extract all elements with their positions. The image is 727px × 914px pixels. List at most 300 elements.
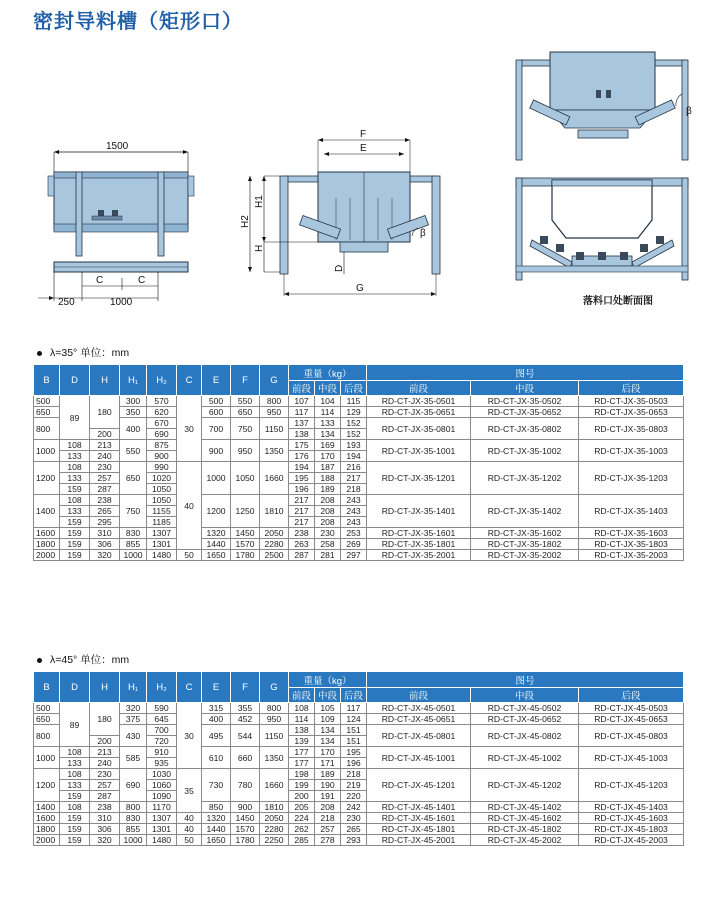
table-cell: 133 [60,780,90,791]
table-cell: RD-CT-JX-45-1803 [579,824,684,835]
table-row [34,462,684,473]
table-cell: RD-CT-JX-45-1603 [579,813,684,824]
table-cell: 1020 [147,473,177,484]
col-header-h1: H₁ [120,672,147,703]
table-cell: 1350 [260,747,289,769]
table-cell: 133 [315,418,341,429]
dim-c-left: C [96,275,104,286]
table-cell: 1000 [34,747,60,769]
table-cell: RD-CT-JX-35-1201 [367,462,471,495]
table-cell: RD-CT-JX-45-2002 [471,835,579,846]
table-cell: 1250 [231,495,260,528]
table-cell: 134 [315,429,341,440]
table-cell: 200 [90,736,120,747]
table-cell: 159 [60,835,90,846]
table-cell: 287 [289,550,315,561]
table-row [34,835,684,846]
table-cell: 258 [315,539,341,550]
table-cell: 133 [60,758,90,769]
table-cell: 240 [90,758,120,769]
table-cell: 585 [120,747,147,769]
table-cell: 1440 [202,824,231,835]
table-cell: 620 [147,407,177,418]
table-cell: 195 [289,473,315,484]
table-cell: 2500 [260,550,289,561]
table-cell: 500 [34,703,60,714]
table-cell: RD-CT-JX-45-1202 [471,769,579,802]
table-cell: 187 [315,462,341,473]
table-cell: 1350 [260,440,289,462]
table-cell: 650 [34,714,60,725]
table-cell: 133 [60,451,90,462]
table-cell: 1000 [120,550,147,561]
table-cell: 1650 [202,835,231,846]
table-cell: 1320 [202,813,231,824]
table-cell: 208 [315,495,341,506]
section-label-35: λ=35° 单位：mm [50,347,130,359]
table-cell: 850 [202,802,231,813]
table-cell: 262 [289,824,315,835]
table-cell: 133 [60,506,90,517]
spec-table-45 [33,671,684,846]
table-cell: 230 [90,769,120,780]
table-cell: 1780 [231,835,260,846]
table-cell: RD-CT-JX-35-0501 [367,396,471,407]
table-cell: RD-CT-JX-45-1802 [471,824,579,835]
table-cell: 1450 [231,528,260,539]
table-cell: 243 [341,517,367,528]
table-row [34,495,684,506]
table-row [34,407,684,418]
table-cell: RD-CT-JX-35-0502 [471,396,579,407]
table-cell: 800 [120,802,147,813]
table-row [34,725,684,736]
table-cell: 1660 [260,769,289,802]
table-cell: 159 [60,550,90,561]
table-cell: 115 [341,396,367,407]
table-cell: 355 [231,703,260,714]
col-header-c: C [177,672,202,703]
label-h1: H1 [254,195,265,208]
right-top-drawing [510,50,700,170]
table-cell: 306 [90,824,120,835]
table-cell: 900 [147,451,177,462]
spec-table-35 [33,364,684,561]
col-header-g: G [260,365,289,396]
table-cell: 430 [120,725,147,747]
table-cell: RD-CT-JX-35-0801 [367,418,471,440]
table-cell: 300 [120,396,147,407]
table-cell: 950 [231,440,260,462]
table-cell: 690 [120,769,147,802]
table-cell: 1320 [202,528,231,539]
table-cell: 263 [289,539,315,550]
table-cell: RD-CT-JX-45-0503 [579,703,684,714]
table-cell: 114 [315,407,341,418]
table-cell: 800 [260,703,289,714]
table-cell: 1185 [147,517,177,528]
table-cell: 1050 [147,495,177,506]
table-cell: 265 [90,506,120,517]
table-cell: 1570 [231,539,260,550]
table-cell: RD-CT-JX-45-1201 [367,769,471,802]
table-cell: RD-CT-JX-35-0651 [367,407,471,418]
table-cell: 1307 [147,813,177,824]
col-header-b: B [34,672,60,703]
table-cell: RD-CT-JX-35-2001 [367,550,471,561]
table-cell: 108 [60,495,90,506]
table-cell: 109 [315,714,341,725]
table-cell: 320 [120,703,147,714]
table-cell: 257 [90,780,120,791]
section-label-45: λ=45° 单位：mm [50,654,130,666]
table-cell: 295 [90,517,120,528]
table-cell: 650 [231,407,260,418]
label-g: G [356,283,364,294]
table-cell: 830 [120,813,147,824]
col-header-drawing-middle: 中段 [471,381,579,396]
table-cell: 1660 [260,462,289,495]
table-cell: 1000 [34,440,60,462]
table-cell: 117 [289,407,315,418]
table-cell: 550 [231,396,260,407]
table-cell: 213 [90,440,120,451]
table-cell: 500 [202,396,231,407]
table-cell: 600 [202,407,231,418]
table-cell: 243 [341,506,367,517]
table-cell: RD-CT-JX-45-1203 [579,769,684,802]
table-cell: 195 [341,747,367,758]
col-header-h: H [90,365,120,396]
table-cell: 200 [90,429,120,440]
table-cell: RD-CT-JX-35-1603 [579,528,684,539]
table-cell: 230 [341,813,367,824]
table-cell: 287 [90,484,120,495]
table-cell: 1000 [202,462,231,495]
table-cell: 1570 [231,824,260,835]
table-row [34,824,684,835]
table-cell: 1155 [147,506,177,517]
table-cell: 830 [120,528,147,539]
table-cell: 1450 [231,813,260,824]
table-cell: RD-CT-JX-45-0502 [471,703,579,714]
table-cell: 159 [60,528,90,539]
table-cell: RD-CT-JX-35-1403 [579,495,684,528]
table-row [34,714,684,725]
table-cell: 180 [90,703,120,736]
col-header-drawing-middle: 中段 [471,688,579,703]
col-header-weight-front: 前段 [289,688,315,703]
col-header-d: D [60,672,90,703]
table-cell: 855 [120,824,147,835]
table-cell: 610 [202,747,231,769]
table-cell: RD-CT-JX-35-0653 [579,407,684,418]
table-cell: 2280 [260,824,289,835]
col-header-h2: H₂ [147,672,177,703]
table-cell: 670 [147,418,177,429]
table-cell: 750 [120,495,147,528]
table-cell: 1150 [260,418,289,440]
table-cell: 220 [341,791,367,802]
table-cell: 114 [289,714,315,725]
table-cell: 224 [289,813,315,824]
table-cell: 2000 [34,835,60,846]
table-cell: 1200 [34,769,60,802]
table-cell: 238 [289,528,315,539]
table-cell: RD-CT-JX-35-1002 [471,440,579,462]
page-title: 密封导料槽（矩形口） [33,11,243,33]
table-cell: 257 [90,473,120,484]
table-cell: 800 [34,418,60,440]
table-cell: 650 [120,462,147,495]
table-cell: RD-CT-JX-45-0801 [367,725,471,747]
table-cell: 35 [177,769,202,813]
table-cell: 159 [60,791,90,802]
table-cell: 108 [60,769,90,780]
bullet-dot-icon [37,658,42,663]
table-cell: RD-CT-JX-35-1803 [579,539,684,550]
table-cell: 50 [177,550,202,561]
dim-1500: 1500 [106,141,129,152]
table-cell: 176 [289,451,315,462]
table-cell: 1200 [202,495,231,528]
table-cell: 196 [341,758,367,769]
table-row [34,769,684,780]
col-header-drawing-no: 图号 [367,672,684,688]
col-header-drawing-front: 前段 [367,381,471,396]
table-cell: 1170 [147,802,177,813]
table-cell: RD-CT-JX-45-0802 [471,725,579,747]
table-cell: 285 [289,835,315,846]
table-cell: 257 [315,824,341,835]
table-cell: 218 [341,769,367,780]
table-cell: RD-CT-JX-45-1801 [367,824,471,835]
section-head-35 [37,345,129,360]
table-cell: 218 [341,484,367,495]
table-cell: 2250 [260,835,289,846]
table-cell: 213 [90,747,120,758]
table-cell: 159 [60,813,90,824]
table-cell: 1301 [147,824,177,835]
col-header-weight-rear: 后段 [341,381,367,396]
table-cell: RD-CT-JX-45-1003 [579,747,684,769]
col-header-h2: H₂ [147,365,177,396]
table-cell: 152 [341,418,367,429]
table-cell: 108 [60,462,90,473]
table-cell: 780 [231,769,260,802]
col-header-drawing-front: 前段 [367,688,471,703]
table-cell: 265 [341,824,367,835]
table-cell: 1780 [231,550,260,561]
table-cell: 230 [90,462,120,473]
table-cell: 1480 [147,550,177,561]
label-f: F [360,129,367,140]
col-header-drawing-rear: 后段 [579,688,684,703]
table-cell: RD-CT-JX-35-0803 [579,418,684,440]
table-cell: 293 [341,835,367,846]
table-cell: 134 [315,725,341,736]
table-cell: RD-CT-JX-35-1802 [471,539,579,550]
table-cell: 910 [147,747,177,758]
table-cell: 875 [147,440,177,451]
table-cell: 1200 [34,462,60,495]
table-cell: 169 [315,440,341,451]
table-cell: 108 [60,747,90,758]
table-cell: 1307 [147,528,177,539]
table-cell: RD-CT-JX-35-0503 [579,396,684,407]
label-h2: H2 [240,215,251,228]
table-cell: 690 [147,429,177,440]
table-cell: RD-CT-JX-35-1601 [367,528,471,539]
table-cell: 217 [289,506,315,517]
table-cell: 2050 [260,528,289,539]
col-header-g: G [260,672,289,703]
table-row [34,813,684,824]
table-cell: 199 [289,780,315,791]
col-header-drawing-rear: 后段 [579,381,684,396]
front-view-drawing [240,128,455,308]
table-cell: 800 [260,396,289,407]
table-cell: 40 [177,462,202,550]
table-cell: 159 [60,824,90,835]
table-cell: 200 [289,791,315,802]
dim-c-right: C [138,275,146,286]
table-cell: 1400 [34,495,60,528]
table-cell: 1600 [34,528,60,539]
table-cell: 1030 [147,769,177,780]
table-cell: 645 [147,714,177,725]
table-cell: 170 [315,747,341,758]
table-cell: 297 [341,550,367,561]
table-cell: RD-CT-JX-35-2003 [579,550,684,561]
table-cell: 188 [315,473,341,484]
table-row [34,539,684,550]
table-cell: 1090 [147,791,177,802]
table-cell: 590 [147,703,177,714]
table-cell: 1050 [147,484,177,495]
table-cell: 242 [341,802,367,813]
table-cell: 190 [315,780,341,791]
table-cell: RD-CT-JX-35-1202 [471,462,579,495]
table-cell: 194 [341,451,367,462]
table-cell: 108 [289,703,315,714]
table-cell: 107 [289,396,315,407]
table-cell: 217 [289,517,315,528]
table-cell: 320 [90,550,120,561]
table-cell: 800 [34,725,60,747]
label-d: D [334,264,345,272]
table-cell: RD-CT-JX-45-1401 [367,802,471,813]
table-cell: 1600 [34,813,60,824]
table-cell: RD-CT-JX-35-1402 [471,495,579,528]
table-cell: 152 [341,429,367,440]
col-header-e: E [202,365,231,396]
table-cell: 175 [289,440,315,451]
table-cell: RD-CT-JX-35-1401 [367,495,471,528]
table-row [34,747,684,758]
table-cell: 950 [260,407,289,418]
table-cell: 1301 [147,539,177,550]
table-cell: 194 [289,462,315,473]
table-cell: 133 [60,473,90,484]
table-cell: 990 [147,462,177,473]
table-cell: 287 [90,791,120,802]
table-cell: 208 [315,506,341,517]
section-head-45 [37,652,129,667]
label-beta-front: β [420,228,426,239]
table-row [34,440,684,451]
col-header-h: H [90,672,120,703]
table-cell: 269 [341,539,367,550]
table-cell: 730 [202,769,231,802]
table-cell: 700 [147,725,177,736]
table-cell: RD-CT-JX-45-1601 [367,813,471,824]
table-cell: 108 [60,440,90,451]
table-cell: 238 [90,495,120,506]
table-cell: 310 [90,528,120,539]
table-cell: 253 [341,528,367,539]
table-cell: 105 [315,703,341,714]
table-cell: 189 [315,769,341,780]
table-cell: 208 [315,517,341,528]
figure-caption: 落料口处断面图 [583,296,653,307]
table-cell: 1150 [260,725,289,747]
table-cell: 159 [60,539,90,550]
label-h: H [254,244,265,252]
table-cell: RD-CT-JX-45-0651 [367,714,471,725]
table-cell: 1440 [202,539,231,550]
table-cell: 205 [289,802,315,813]
table-cell: RD-CT-JX-45-0653 [579,714,684,725]
table-cell: RD-CT-JX-45-1001 [367,747,471,769]
table-cell: 40 [177,813,202,824]
table-cell: 1050 [231,462,260,495]
right-bottom-drawing [512,170,692,288]
dim-1000: 1000 [110,297,133,308]
table-row [34,550,684,561]
table-cell: 89 [60,396,90,440]
table-cell: 193 [341,440,367,451]
table-cell: 117 [341,703,367,714]
col-header-f: F [231,672,260,703]
table-cell: RD-CT-JX-45-0803 [579,725,684,747]
table-cell: 495 [202,725,231,747]
table-row [34,418,684,429]
table-cell: 950 [260,714,289,725]
table-cell: 134 [315,736,341,747]
table-cell: 570 [147,396,177,407]
table-cell: 550 [120,440,147,462]
dim-250: 250 [58,297,75,308]
table-cell: RD-CT-JX-35-2002 [471,550,579,561]
table-row [34,396,684,407]
table-cell: 30 [177,396,202,462]
col-header-drawing-no: 图号 [367,365,684,381]
col-header-weight-front: 前段 [289,381,315,396]
table-cell: 139 [289,736,315,747]
table-cell: 660 [231,747,260,769]
table-cell: 1480 [147,835,177,846]
table-cell: 219 [341,780,367,791]
table-cell: 196 [289,484,315,495]
table-cell: 375 [120,714,147,725]
table-cell: 452 [231,714,260,725]
table-cell: 180 [90,396,120,429]
table-cell: 198 [289,769,315,780]
table-cell: 89 [60,703,90,747]
table-cell: 400 [120,418,147,440]
table-cell: 650 [34,407,60,418]
